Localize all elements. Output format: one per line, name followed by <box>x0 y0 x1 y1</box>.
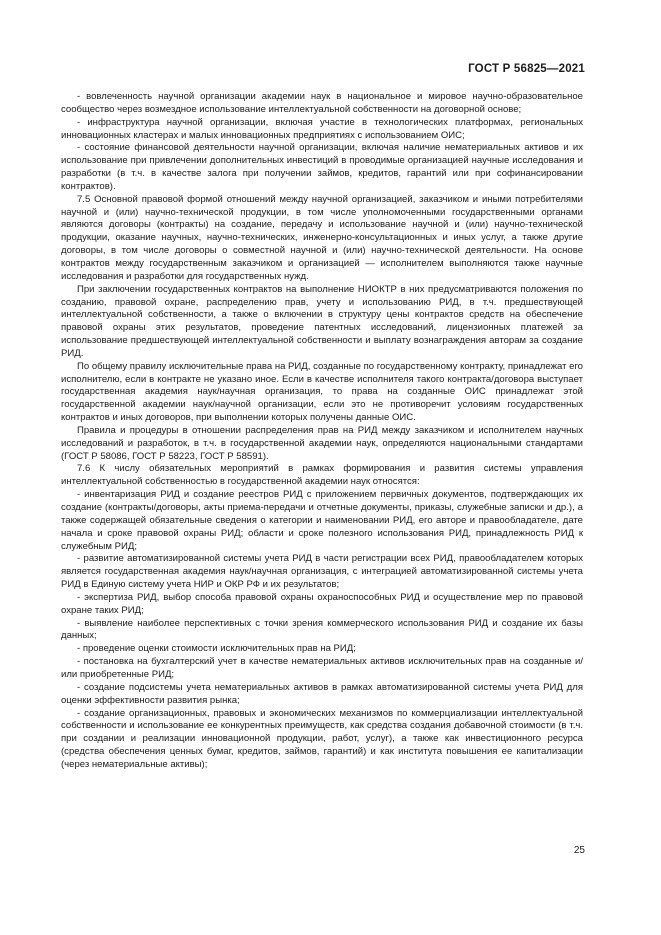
paragraph: - состояние финансовой деятельности научной организации, включая наличие нематериальных активов и их использование при привлечении дополнительных инвестиций в проводимые организацией научные исследования и разработки (в т.ч. в качестве залога при получении займов, кредитов, гарантий или при софинансировании контрактов). <box>61 142 583 192</box>
paragraph: - экспертиза РИД, выбор способа правовой охраны охраноспособных РИД и осуществление мер по правовой охране таких РИД; <box>61 591 583 616</box>
paragraph: - инфраструктура научной организации, включая участие в технологических платформах, региональных инновационных кластерах и малых инновационных предприятиях с использованием ОИС; <box>61 116 583 141</box>
paragraph: По общему правилу исключительные права на РИД, созданные по государственному контракту, принадлежат его исполнителю, если в контракте не указано иное. Если в качестве исполнителя такого контракта/договора выступает государственная академия наук/научная организация, то права на созданные ОИС принадлежат этой государственной академии наук/научной организации, если это не противоречит условиям государственных контрактов и иных договоров, при выполнении которых получены данные ОИС. <box>61 360 583 424</box>
paragraph: - развитие автоматизированной системы учета РИД в части регистрации всех РИД, правообладателем которых является государственная академия наук/научная организация, с интеграцией автоматизированной системы учета РИД в Единую систему учета НИР и ОКР РФ и их результатов; <box>61 553 583 591</box>
paragraph: - постановка на бухгалтерский учет в качестве нематериальных активов исключительных прав на созданные и/или приобретенные РИД; <box>61 656 583 680</box>
paragraph: - инвентаризация РИД и создание реестров РИД с приложением первичных документов, подтверждающих их создание (контракты/договоры, акты приема-передачи и отчетные документы, приказы, служебные записки и др.), а также содержащей обязательные сведения о категории и наименовании РИД, его авторе и правообладателе, дате начала и сроке правовой охраны РИД; области и сроке полезного использования РИД, принадлежность РИД к служебным РИД; <box>61 489 583 552</box>
document-body <box>61 91 583 772</box>
page-number: 25 <box>573 845 585 856</box>
standard-header: ГОСТ Р 56825—2021 <box>468 63 585 75</box>
paragraph: 7.6 К числу обязательных мероприятий в рамках формирования и развития системы управления интеллектуальной собственностью в государственной академии наук относятся: <box>61 463 583 488</box>
paragraph: - проведение оценки стоимости исключительных прав на РИД; <box>77 643 356 655</box>
paragraph: - создание организационных, правовых и экономических механизмов по коммерциализации интеллектуальной собственности и использование ее конкурентных преимуществ, как средства создания добавочной стоимости (в т.ч. при создании и реализации инновационной продукции, работ, услуг), а также как инвестиционного ресурса (средства обеспечения ценных бумаг, кредитов, займов, гарантий) и как института повышения ее капитализации (через нематериальные активы); <box>61 707 583 770</box>
paragraph: - выявление наиболее перспективных с точки зрения коммерческого использования РИД и создание их базы данных; <box>61 617 583 642</box>
paragraph: 7.5 Основной правовой формой отношений между научной организацией, заказчиком и иными потребителями научной и (или) научно-технической продукции, в том числе уполномоченными государственными органами являются договоры (контракты) на создание, передачу и использование научной и (или) научно-технической продукции, оказание научных, научно-технических, инженерно-консультационных и иных услуг, а также другие договоры, в том числе договоры о совместной научной и (или) научно-технической деятельности. На основе контрактов между государственным заказчиком и организацией — исполнителем выполняются также научные исследования и разработки для государственных нужд. <box>61 193 583 282</box>
paragraph: При заключении государственных контрактов на выполнение НИОКТР в них предусматриваются положения по созданию, правовой охране, распределению прав, учету и использованию РИД, в т.ч. предшествующей интеллектуальной собственности, а также о включении в структуру цены контрактов средств на обеспечение правовой охраны этих результатов, проведение патентных исследований, лицензионных платежей за использование предшествующей интеллектуальной собственности и выплату вознаграждения авторам за создание РИД. <box>61 283 583 359</box>
paragraph: - вовлеченность научной организации академии наук в национальное и мировое научно-образовательное сообщество через возмездное использование интеллектуальной собственности на договорной основе; <box>61 91 583 115</box>
paragraph: - создание подсистемы учета нематериальных активов в рамках автоматизированной системы учета РИД для оценки эффективности развития рынка; <box>61 681 583 706</box>
paragraph: Правила и процедуры в отношении распределения прав на РИД между заказчиком и исполнителем научных исследований и разработок, в т.ч. в государственной академии наук, определяются национальными стандартами (ГОСТ Р 58086, ГОСТ Р 58223, ГОСТ Р 58591). <box>61 424 583 462</box>
